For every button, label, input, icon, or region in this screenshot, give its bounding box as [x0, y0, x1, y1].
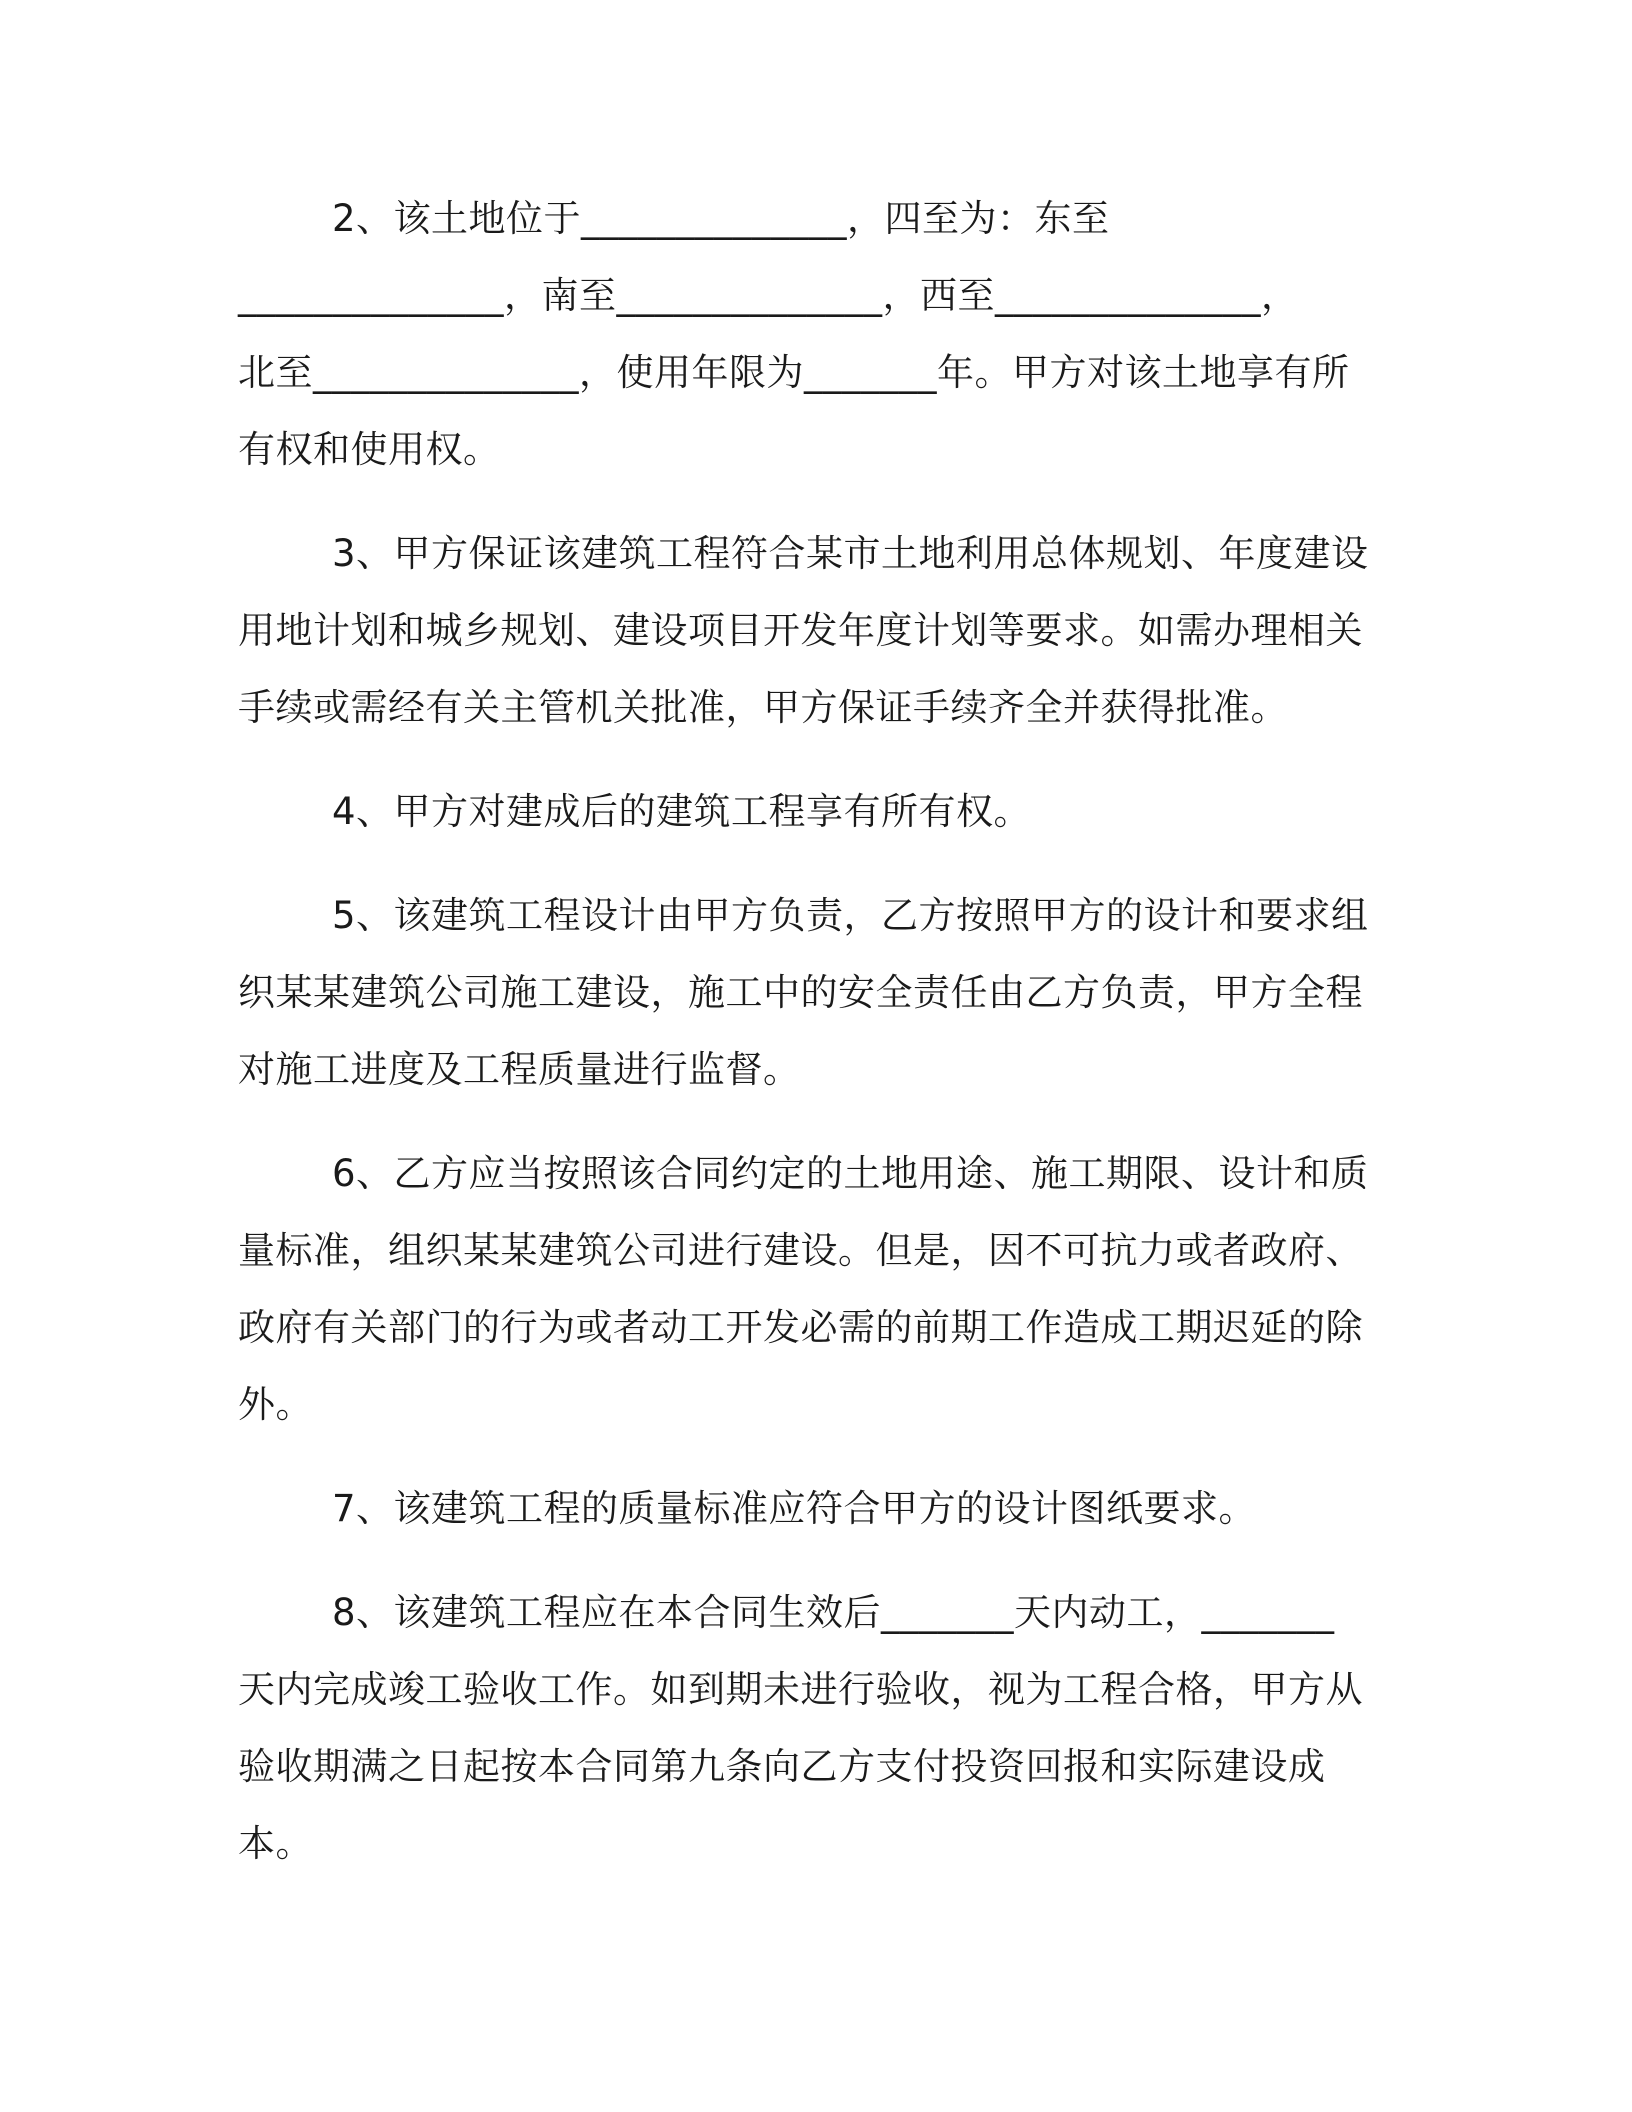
clause-3-line-3: 手续或需经有关主管机关批准，甲方保证手续齐全并获得批准。 [238, 686, 1288, 729]
clause-8-line-2: 天内完成竣工验收工作。如到期未进行验收，视为工程合格，甲方从 [238, 1668, 1363, 1711]
clause-6-paragraph [238, 1135, 1398, 1443]
clause-2-line-3: 北至______________，使用年限为_______年。甲方对该土地享有所 [238, 351, 1350, 394]
clause-8-paragraph [238, 1574, 1398, 1882]
clause-8-line-1: 8、该建筑工程应在本合同生效后_______天内动工，_______ [332, 1591, 1335, 1634]
clause-2-line-1: 2、该土地位于______________，四至为：东至 [332, 197, 1110, 240]
clause-2-paragraph [238, 180, 1398, 488]
clause-7-line-1: 7、该建筑工程的质量标准应符合甲方的设计图纸要求。 [332, 1487, 1257, 1530]
clause-2-line-4: 有权和使用权。 [238, 428, 501, 471]
clause-4-paragraph [238, 773, 1398, 850]
clause-6-line-4: 外。 [238, 1383, 313, 1426]
clause-5-line-3: 对施工进度及工程质量进行监督。 [238, 1048, 801, 1091]
clause-7-paragraph [238, 1470, 1398, 1547]
clause-6-line-2: 量标准，组织某某建筑公司进行建设。但是，因不可抗力或者政府、 [238, 1229, 1363, 1272]
document-body [238, 180, 1398, 1909]
clause-5-paragraph [238, 877, 1398, 1108]
clause-5-line-1: 5、该建筑工程设计由甲方负责，乙方按照甲方的设计和要求组 [332, 894, 1369, 937]
clause-5-line-2: 织某某建筑公司施工建设，施工中的安全责任由乙方负责，甲方全程 [238, 971, 1363, 1014]
clause-3-line-2: 用地计划和城乡规划、建设项目开发年度计划等要求。如需办理相关 [238, 609, 1363, 652]
clause-3-line-1: 3、甲方保证该建筑工程符合某市土地利用总体规划、年度建设 [332, 532, 1369, 575]
clause-8-line-3: 验收期满之日起按本合同第九条向乙方支付投资回报和实际建设成本。 [238, 1745, 1326, 1865]
clause-2-line-2: ______________，南至______________，西至______________， [238, 274, 1299, 317]
clause-4-line-1: 4、甲方对建成后的建筑工程享有所有权。 [332, 790, 1032, 833]
clause-6-line-3: 政府有关部门的行为或者动工开发必需的前期工作造成工期迟延的除 [238, 1306, 1363, 1349]
clause-6-line-1: 6、乙方应当按照该合同约定的土地用途、施工期限、设计和质 [332, 1152, 1369, 1195]
clause-3-paragraph [238, 515, 1398, 746]
